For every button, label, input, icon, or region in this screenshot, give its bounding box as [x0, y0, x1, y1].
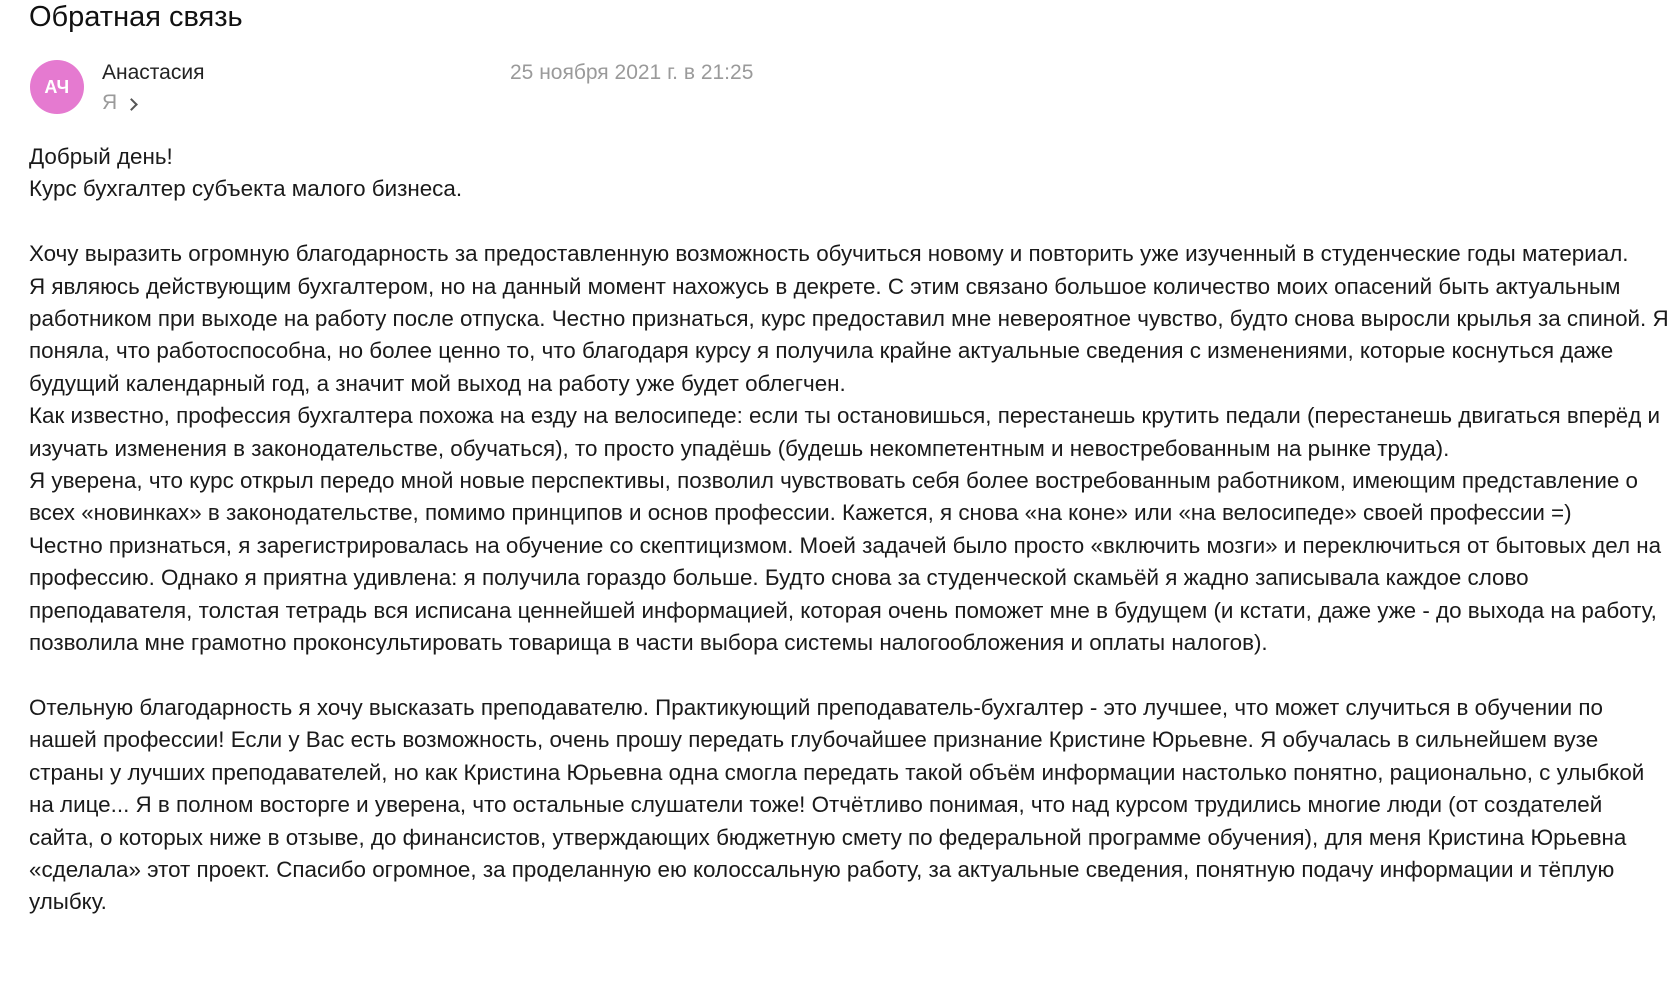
body-paragraph: Отельную благодарность я хочу высказать преподавателю. Практикующий преподаватель-бухгалтер - это лучшее, что может случиться в обучении по нашей профессии! Если у Вас есть возможность, очень прошу передать глубочайшее признание Кристине Юрьевне. Я обучалась в сильнейшем вузе страны у лучших преподавателей, но как Кристина Юрьевна одна смогла передать такой объём информации настолько понятно, рационально, с улыбкой на лице... Я в полном восторге и уверена, что остальные слушатели тоже! Отчётливо понимая, что над курсом трудились многие люди (от создателей сайта, о которых ниже в отзыве, до финансистов, утверждающих бюджетную смету по федеральной программе обучения), для меня Кристина Юрьевна «сделала» этот проект. Спасибо огромное, за проделанную ею колоссальную работу, за актуальные сведения, понятную подачу информации и тёплую улыбку. — [29, 694, 1645, 915]
body-paragraph: Я являюсь действующим бухгалтером, но на данный момент нахожусь в декрете. С этим связано большое количество моих опасений быть актуальным работником при выходе на работу после отпуска. Честно признаться, курс предоставил мне невероятное чувство, будто снова выросли крылья за спиной. Я поняла, что работоспособна, но более ценно то, что благодаря курсу я получила крайне актуальные сведения с изменениями, которые коснуться даже будущий календарный год, а значит мой выход на работу уже будет облегчен. — [29, 273, 1669, 396]
body-paragraph: Хочу выразить огромную благодарность за предоставленную возможность обучиться новому и повторить уже изученный в студенческие годы материал. — [29, 241, 1629, 267]
email-subject: Обратная связь — [29, 1, 243, 33]
body-paragraph: Как известно, профессия бухгалтера похожа на езду на велосипеде: если ты остановишься, перестанешь крутить педали (перестанешь двигаться вперёд и изучать изменения в законодательстве, обучаться), то просто упадёшь (будешь некомпетентным и невостребованным на рынке труда). — [29, 403, 1661, 461]
chevron-right-icon[interactable] — [125, 98, 138, 111]
sender-avatar[interactable]: АЧ — [30, 60, 84, 114]
body-paragraph: Добрый день! — [29, 144, 173, 169]
blank-line — [29, 206, 1669, 238]
body-paragraph: Честно признаться, я зарегистрировалась на обучение со скептицизмом. Моей задачей было просто «включить мозги» и переключиться от бытовых дел на профессию. Однако я приятна удивлена: я получила гораздо больше. Будто снова за студенческой скамьёй я жадно записывала каждое слово преподавателя, толстая тетрадь вся исписана ценнейшей информацией, которая очень поможет мне в будущем (и кстати, даже уже - до выхода на работу, позволила мне грамотно проконсультировать товарища в части выбора системы налогообложения и оплаты налогов). — [29, 532, 1662, 656]
message-header — [30, 60, 790, 120]
recipient-label: Я — [102, 91, 118, 114]
recipient-toggle[interactable] — [102, 90, 136, 116]
sender-name[interactable]: Анастасия — [102, 61, 205, 84]
message-body — [29, 141, 1669, 919]
body-paragraph: Я уверена, что курс открыл передо мной новые перспективы, позволил чувствовать себя более востребованным работником, имеющим представление о всех «новинках» в законодательстве, помимо принципов и основ профессии. Кажется, я снова «на коне» или «на велосипеде» своей профессии =) — [29, 468, 1638, 526]
blank-line — [29, 659, 1669, 691]
body-paragraph: Курс бухгалтер субъекта малого бизнеса. — [29, 176, 463, 202]
message-date: 25 ноября 2021 г. в 21:25 — [510, 61, 754, 84]
